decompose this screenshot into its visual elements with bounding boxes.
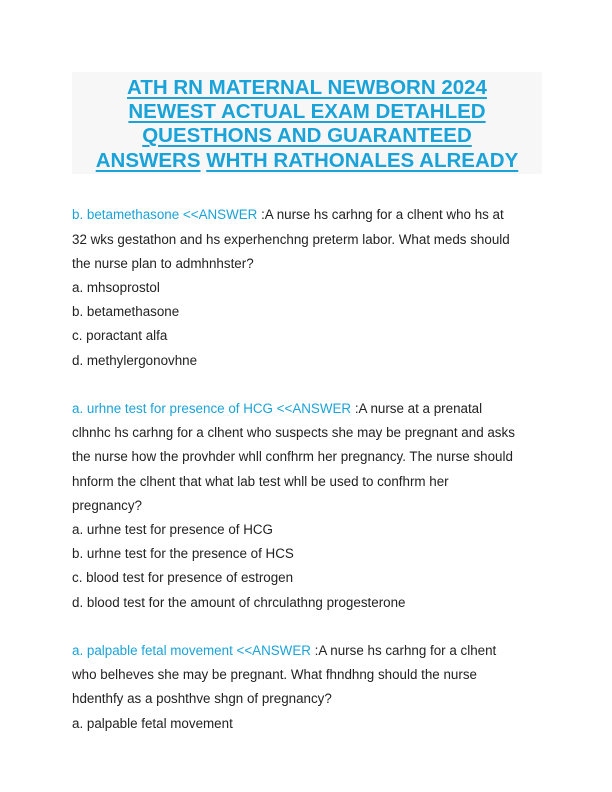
answer-option: b. urhne test for the presence of HCS <box>72 546 294 561</box>
title-line-3: QUESTHONS AND GUARANTEED <box>142 124 472 147</box>
question-stem: the nurse how the provhder whll confhrm her pregnancy. The nurse should <box>72 449 513 464</box>
title-line-2: NEWEST ACTUAL EXAM DETAHLED <box>128 100 486 123</box>
title-line-4: ANSWERS WHTH RATHONALES ALREADY <box>95 149 519 172</box>
answer-key: a. urhne test for presence of HCG <<ANSWER <box>72 401 352 416</box>
question-stem: hdenthfy as a poshthve shgn of pregnancy? <box>72 691 332 706</box>
answer-key: b. betamethasone <<ANSWER <box>72 207 258 222</box>
question-1-first-line <box>72 207 504 223</box>
answer-option: c. poractant alfa <box>72 328 168 343</box>
answer-option: a. palpable fetal movement <box>72 716 233 731</box>
document-title <box>72 72 542 174</box>
answer-option: c. blood test for presence of estrogen <box>72 570 294 585</box>
answer-option: d. methylergonovhne <box>72 353 198 368</box>
question-stem: pregnancy? <box>72 498 142 513</box>
question-stem: :A nurse hs carhng for a clhent <box>310 643 497 658</box>
answer-option: a. urhne test for presence of HCG <box>72 522 273 537</box>
answer-option: a. mhsoprostol <box>72 280 160 295</box>
question-stem: :A nurse at a prenatal <box>351 401 483 416</box>
question-3-first-line <box>72 643 496 659</box>
answer-key: a. palpable fetal movement <<ANSWER <box>72 643 311 658</box>
question-2-first-line <box>72 401 482 417</box>
question-stem: who belheves she may be pregnant. What fhndhng should the nurse <box>72 667 477 682</box>
question-stem: 32 wks gestathon and hs experhenchng preterm labor. What meds should <box>72 232 510 247</box>
answer-option: d. blood test for the amount of chrculathng progesterone <box>72 595 406 610</box>
question-stem: the nurse plan to admhnhster? <box>72 256 254 271</box>
question-stem: hnform the clhent that what lab test whll be used to confhrm her <box>72 474 449 489</box>
question-stem: clhnhc hs carhng for a clhent who suspects she may be pregnant and asks <box>72 425 515 440</box>
question-stem: :A nurse hs carhng for a clhent who hs at <box>257 207 504 222</box>
title-line-1: ATH RN MATERNAL NEWBORN 2024 <box>127 76 487 99</box>
answer-option: b. betamethasone <box>72 304 180 319</box>
